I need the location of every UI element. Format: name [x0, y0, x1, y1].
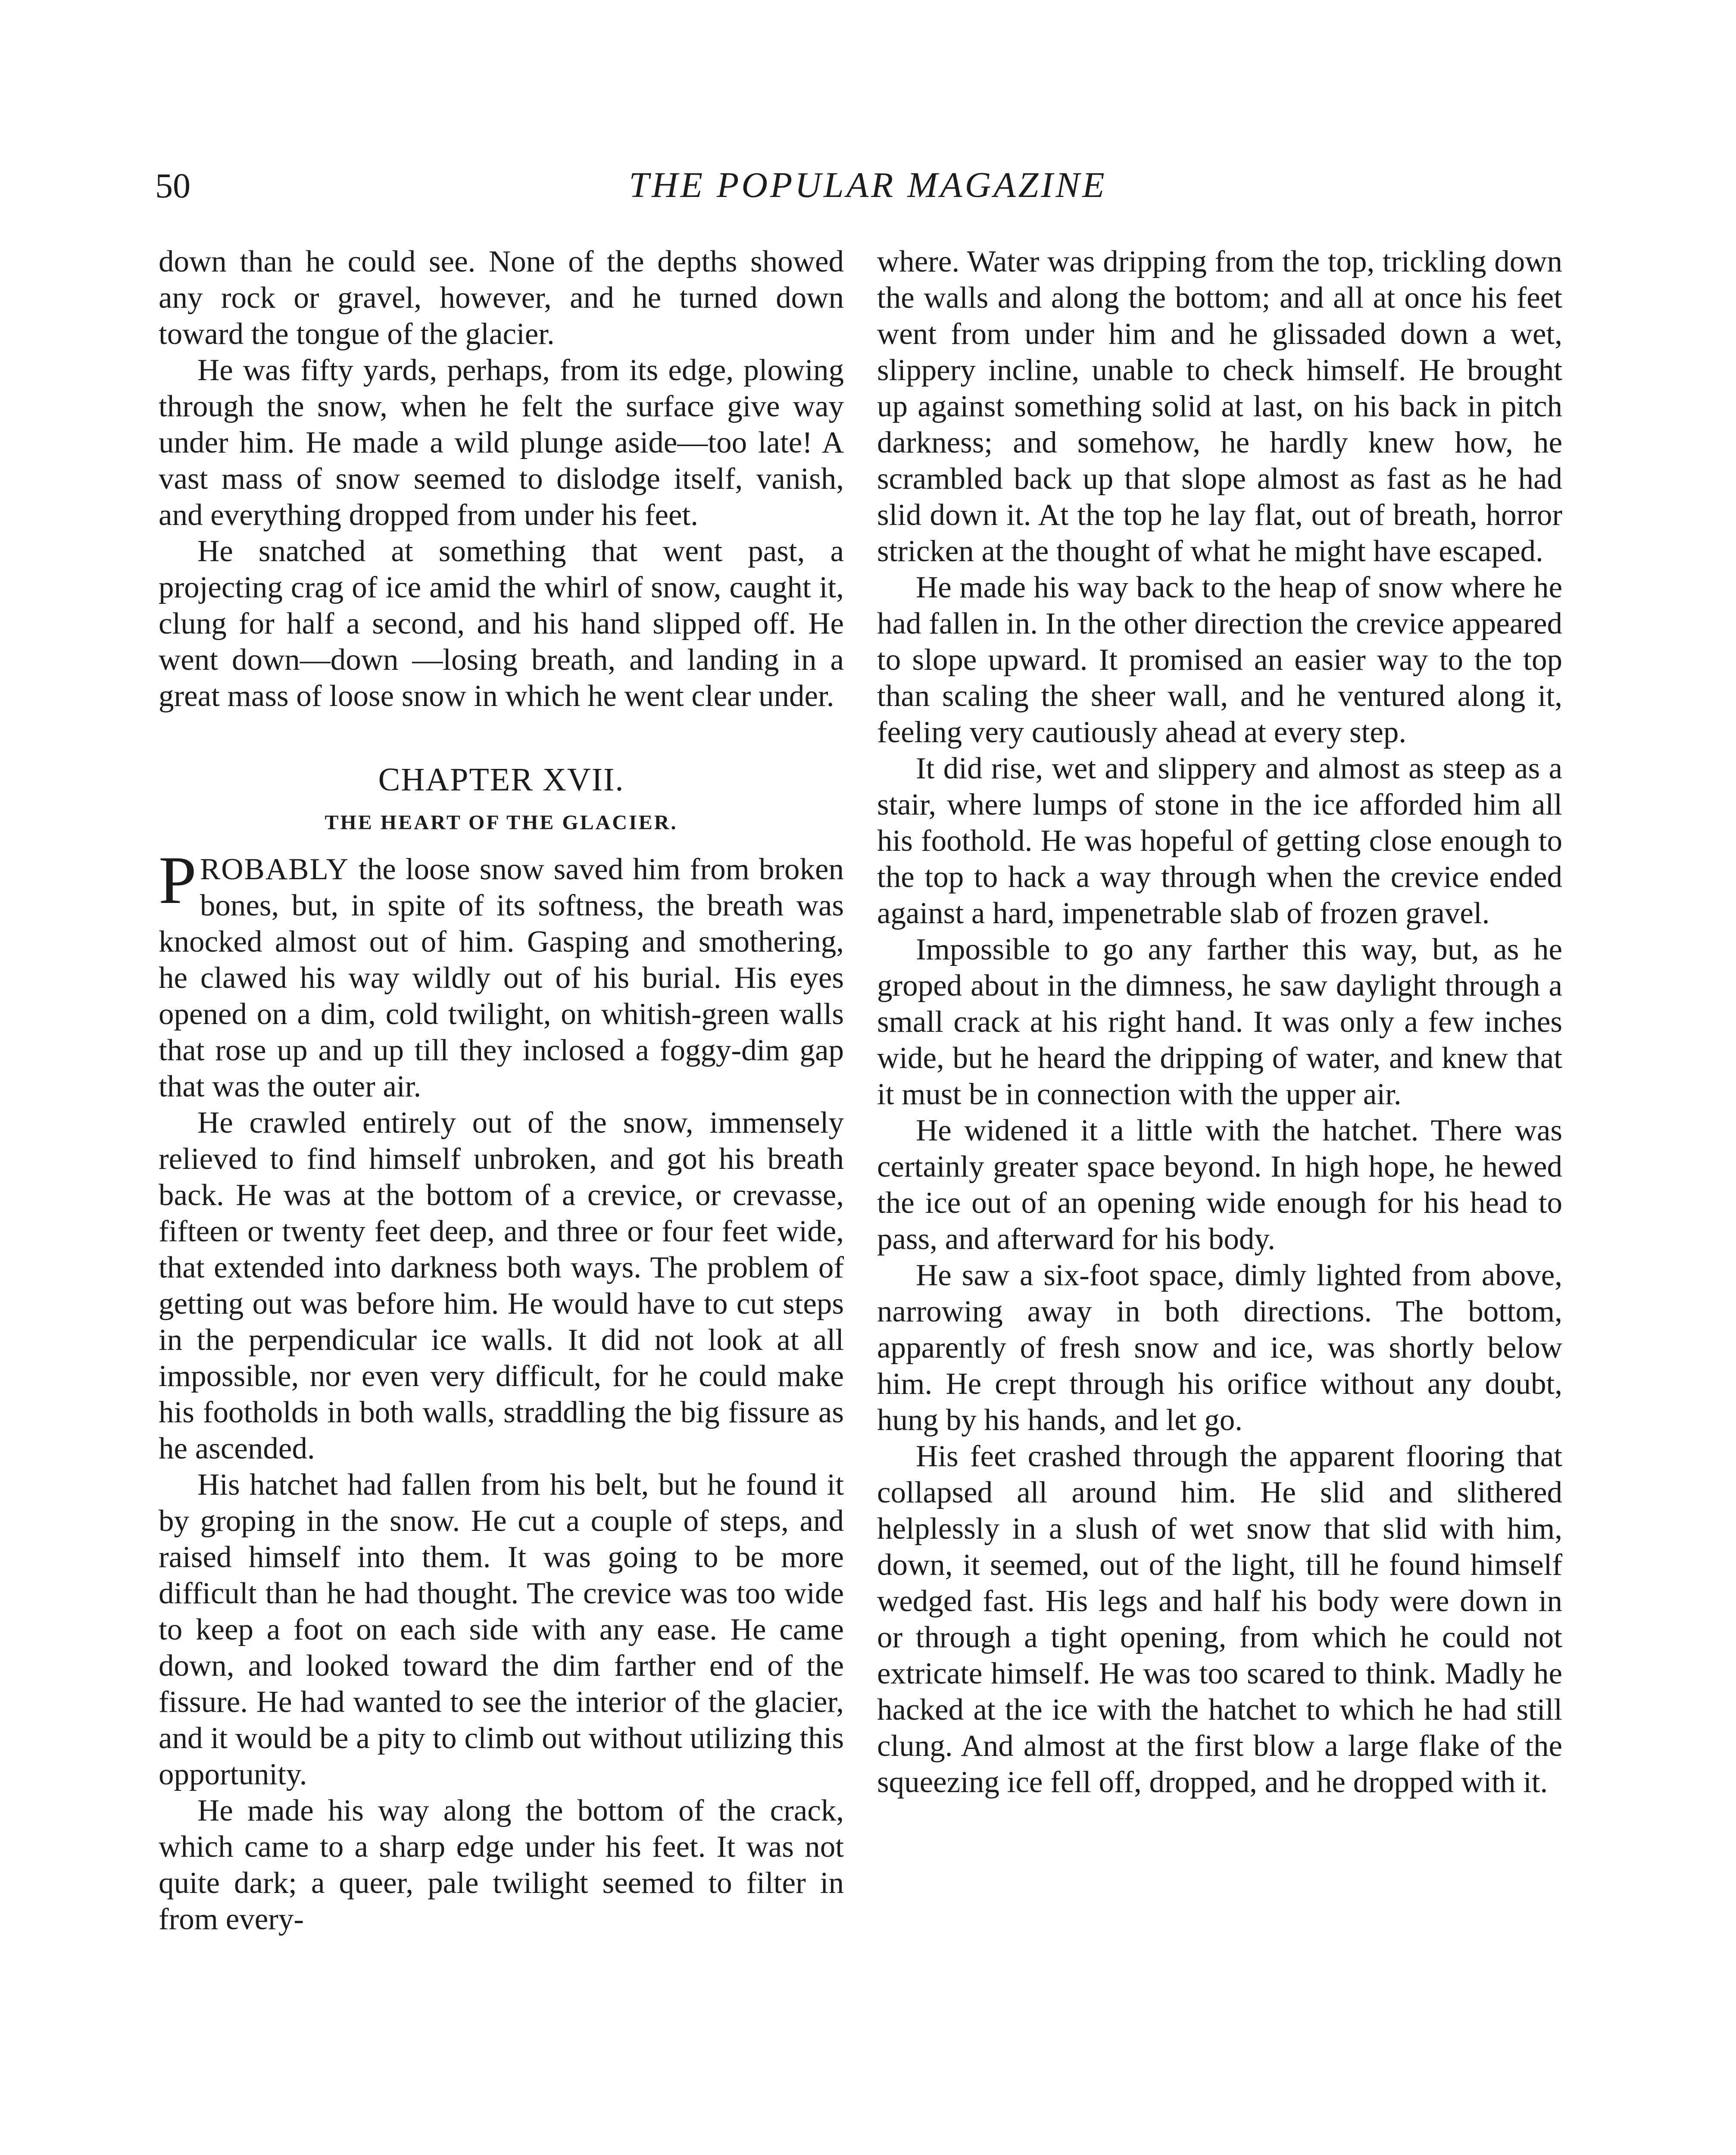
paragraph: He snatched at something that went past, a projecting crag of ice amid the whirl of snow, caught it, clung for half a second, and his hand slipped off. He went down—down —losing breath, and landing in a great mass of loose snow in which he went clear under. [159, 534, 844, 713]
paragraph: Impossible to go any farther this way, but, as he groped about in the dimness, he saw daylight through a small crack at his right hand. It was only a few inches wide, but he heard the dripping of water, and knew that it must be in connection with the upper air. [877, 933, 1562, 1111]
paragraph: His feet crashed through the apparent flooring that collapsed all around him. He slid and slithered helplessly in a slush of wet snow that slid with him, down, it seemed, out of the light, till he found himself wedged fast. His legs and half his body were down in or through a tight opening, from which he could not extricate himself. He was too scared to think. Madly he hacked at the ice with the hatchet to which he had still clung. And almost at the first blow a large flake of the squeezing ice fell off, dropped, and he dropped with it. [877, 1440, 1562, 1799]
chapter-title: CHAPTER XVII. [378, 762, 624, 798]
paragraph: He made his way back to the heap of snow where he had fallen in. In the other direction the crevice appeared to slope upward. It promised an easier way to the top than scaling the sheer wall, and he ventured along it, feeling very cautiously ahead at every step. [877, 571, 1562, 749]
paragraph: where. Water was dripping from the top, trickling down the walls and along the bottom; and all at once his feet went from under him and he glissaded down a wet, slippery incline, unable to check himself. He brought up against something solid at last, on his back in pitch darkness; and somehow, he hardly knew how, he scrambled back up that slope almost as fast as he had slid down it. At the top he lay flat, out of breath, horror stricken at the thought of what he might have escaped. [877, 245, 1562, 568]
paragraph: He made his way along the bottom of the crack, which came to a sharp edge under his feet. It was not quite dark; a queer, pale twilight seemed to filter in from every- [159, 1794, 844, 1936]
running-title: THE POPULAR MAGAZINE [629, 165, 1107, 205]
paragraph: He widened it a little with the hatchet. There was certainly greater space beyond. In high hope, he hewed the ice out of an opening wide enough for his head to pass, and afterward for his body. [877, 1114, 1562, 1256]
paragraph: It did rise, wet and slippery and almost as steep as a stair, where lumps of stone in the ice afforded him all his foothold. He was hopeful of getting close enough to the top to hack a way through when the crevice ended against a hard, impenetrable slab of frozen gravel. [877, 752, 1562, 930]
opening-text: the loose snow saved him from broken bones, but, in spite of its softness, the breath was knocked almost out of him. Gasping and smothering, he clawed his way wildly out of his burial. His eyes opened on a dim, cold twilight, on whitish-green walls that rose up and up till they inclosed a foggy-dim gap that was the outer air. [159, 853, 844, 1103]
right-column [877, 244, 1562, 1800]
paragraph: He saw a six-foot space, dimly lighted from above, narrowing away in both directions. The bottom, apparently of fresh snow and ice, was shortly below him. He crept through his orifice without any doubt, hung by his hands, and let go. [877, 1259, 1562, 1437]
opening-smallcaps: ROBABLY [200, 853, 350, 886]
paragraph: His hatchet had fallen from his belt, but he found it by groping in the snow. He cut a couple of steps, and raised himself into them. It was going to be more difficult than he had thought. The crevice was too wide to keep a foot on each side with any ease. He came down, and looked toward the dim farther end of the fissure. He had wanted to see the interior of the glacier, and it would be a pity to climb out without utilizing this opportunity. [159, 1468, 844, 1791]
chapter-opening-paragraph [159, 843, 844, 1105]
page-number: 50 [155, 166, 190, 205]
left-column [159, 244, 844, 1937]
drop-cap: P [159, 843, 197, 918]
chapter-subtitle: THE HEART OF THE GLACIER. [325, 811, 678, 834]
paragraph: He was fifty yards, perhaps, from its edge, plowing through the snow, when he felt the surface give way under him. He made a wild plunge aside—too late! A vast mass of snow seemed to dislodge itself, vanish, and everything dropped from under his feet. [159, 353, 844, 532]
paragraph: He crawled entirely out of the snow, immensely relieved to find himself unbroken, and got his breath back. He was at the bottom of a crevice, or crevasse, fifteen or twenty feet deep, and three or four feet wide, that extended into darkness both ways. The problem of getting out was before him. He would have to cut steps in the perpendicular ice walls. It did not look at all impossible, nor even very difficult, for he could make his footholds in both walls, straddling the big fissure as he ascended. [159, 1106, 844, 1465]
paragraph: down than he could see. None of the depths showed any rock or gravel, however, and he turned down toward the tongue of the glacier. [159, 245, 844, 351]
